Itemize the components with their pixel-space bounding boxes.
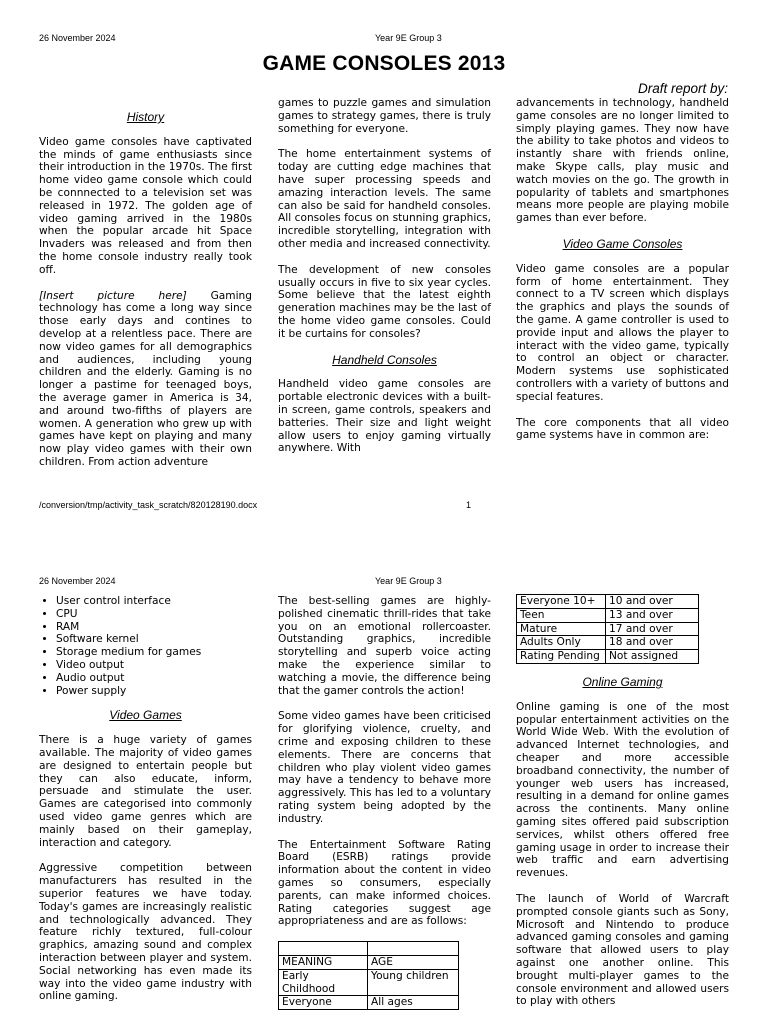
paragraph: The home entertainment systems of today are cutting edge machines that have super processing speeds and amazing interaction levels. The same can also be said for handheld consoles. All consoles focus on stunning graphics, incredible storytelling, integration with other media and increased connectivity. (278, 148, 491, 250)
paragraph: Video game consoles are a popular form of home entertainment. They connect to a TV screen which displays the graphics and plays the sounds of the game. A game controller is used to provide input and allows the player to interact with the video game, typically to control an object or character. Modern systems use sophisticated controllers with a variety of buttons and special features. (516, 262, 729, 403)
paragraph: advancements in technology, handheld game consoles are no longer limited to simply playing games. They now have the ability to take photos and videos to instantly share with friends online, make Skype calls, play music and watch movies on the go. The growth in popularity of tablets and smartphones means more people are playing mobile games than ever before. (516, 97, 729, 225)
table-cell: 17 and over (606, 622, 699, 636)
esrb-rating-table (278, 941, 459, 1010)
table-row (517, 622, 699, 636)
table-row (517, 650, 699, 664)
column-2 (278, 97, 491, 468)
paragraph: games to puzzle games and simulation games to strategy games, there is truly something for everyone. (278, 97, 491, 135)
heading-video-game-consoles: Video Game Consoles (562, 236, 683, 251)
paragraph: The development of new consoles usually occurs in five to six year cycles. Some believe that the latest eighth generation machines may be the last of the home video game consoles. Could it be curtains for consoles? (278, 263, 491, 340)
paragraph: The core components that all video game systems have in common are: (516, 416, 729, 442)
table-cell: All ages (368, 996, 459, 1010)
header-group: Year 9E Group 3 (375, 576, 442, 586)
list-item: • RAM (56, 621, 252, 634)
table-cell: AGE (368, 955, 459, 969)
table-row (279, 942, 459, 956)
column-3 (516, 97, 729, 455)
table-cell: 10 and over (606, 595, 699, 609)
heading-handheld-consoles: Handheld Consoles (332, 352, 437, 367)
paragraph: Handheld video game consoles are portable electronic devices with a built-in screen, game controls, speakers and batteries. Their size and light weight allow users to enjoy gaming virtually anywhere. With (278, 378, 491, 455)
heading-video-games: Video Games (109, 708, 182, 723)
list-item: • Storage medium for games (56, 646, 252, 659)
paragraph: Online gaming is one of the most popular entertainment activities on the World Wide Web. With the evolution of advanced Internet technologies, and cheaper and more accessible broadband connectivity, the number of younger web users has increased, resulting in a demand for online games across the continents. Many online gaming sites offered paid subscription services, whilst others offered free gaming usage in order to increase their web traffic and earn advertising revenues. (516, 700, 729, 880)
table-cell: 13 and over (606, 608, 699, 622)
table-cell: 18 and over (606, 636, 699, 650)
header-date: 26 November 2024 (39, 576, 116, 586)
table-cell: Everyone 10+ (517, 595, 606, 609)
table-cell: Teen (517, 608, 606, 622)
footer-file-path: /conversion/tmp/activity_task_scratch/820128190.docx (39, 500, 258, 510)
list-item: • CPU (56, 608, 252, 621)
paragraph: The best-selling games are highly-polished cinematic thrill-rides that take you on an emotional rollercoaster. Outstanding graphics, incredible storytelling and superb voice acting make the experience similar to watching a movie, the difference being that the gamer controls the action! (278, 595, 491, 697)
header-group: Year 9E Group 3 (375, 33, 442, 43)
heading-online-gaming: Online Gaming (582, 674, 663, 689)
table-cell: Mature (517, 622, 606, 636)
paragraph (39, 290, 252, 469)
paragraph: There is a huge variety of games available. The majority of video games are designed to entertain people but they can also educate, inform, persuade and stimulate the user. Games are categorised into commonly used video game genres which are mainly based on their gameplay, interaction and category. (39, 734, 252, 849)
table-row (517, 595, 699, 609)
heading-history: History (126, 110, 165, 124)
list-item: • Video output (56, 659, 252, 672)
paragraph-text: Gaming technology has come a long way since those early days and contines to develop at a relentless pace. There are now video games for all demographics and audiences, including young children and the elderly. Gaming is no longer a pastime for teenaged boys, the average gamer in America is 34, and around two-fifths of players are women. A generation who grew up with games have kept on playing and many now play video games with their own children. From action adventure (39, 289, 252, 468)
core-components-list (39, 595, 252, 697)
footer-page-number: 1 (466, 500, 472, 510)
table-row (517, 608, 699, 622)
paragraph: Some video games have been criticised for glorifying violence, cruelty, and crime and exposing children to these elements. There are concerns that children who play violent video games may have a tendency to behave more aggressively. This has led to a voluntary rating system being adopted by the industry. (278, 710, 491, 825)
insert-picture-placeholder: [Insert picture here] (39, 289, 187, 302)
table-cell: Rating Pending (517, 650, 606, 664)
table-row (279, 955, 459, 969)
table-cell: Adults Only (517, 636, 606, 650)
table-row (279, 969, 459, 996)
paragraph: Video game consoles have captivated the minds of game enthusiasts since their introduction in the 1970s. The first home video game console which could be connnected to a television set was released in 1972. The golden age of video gaming arrived in the 1980s when the popular arcade hit Space Invaders was released and from then the home console industry really took off. (39, 135, 252, 276)
list-item: • Power supply (56, 685, 252, 698)
paragraph: The launch of World of Warcraft prompted console giants such as Sony, Microsoft and Nintendo to produce advanced gaming consoles and gaming software that allowed users to play against one another online. This brought multi-player games to the console environment and allowed users to play with others (516, 892, 729, 1008)
list-item: • User control interface (56, 595, 252, 608)
table-row (517, 636, 699, 650)
esrb-rating-table-continued (516, 594, 699, 664)
table-row (279, 996, 459, 1010)
table-cell: Young children (368, 969, 459, 996)
column-1 (39, 595, 252, 1016)
column-1 (39, 111, 252, 482)
draft-label: Draft report by: (637, 81, 728, 96)
list-item: • Software kernel (56, 633, 252, 646)
paragraph: Aggressive competition between manufacturers has resulted in the superior features we have today. Today's games are increasingly realistic and technologically advanced. They feature richly textured, full-colour graphics, amazing sound and complex interaction between player and system. Social networking has even made its way into the video game industry with online gaming. (39, 862, 252, 1003)
header-date: 26 November 2024 (39, 33, 116, 43)
column-3 (516, 594, 729, 1021)
paragraph: The Entertainment Software Rating Board (ESRB) ratings provide information about the content in video games so consumers, especially parents, can make informed choices. Rating categories suggest age appropriateness and are as follows: (278, 838, 491, 928)
list-item: • Audio output (56, 672, 252, 685)
table-cell: Not assigned (606, 650, 699, 664)
document-page-2 (0, 562, 768, 1024)
table-cell: Everyone (279, 996, 368, 1010)
table-cell: MEANING (279, 955, 368, 969)
page-title: GAME CONSOLES 2013 (262, 52, 506, 75)
page-gap (0, 530, 768, 562)
column-2 (278, 595, 491, 1010)
table-cell: Early Childhood (279, 969, 368, 996)
